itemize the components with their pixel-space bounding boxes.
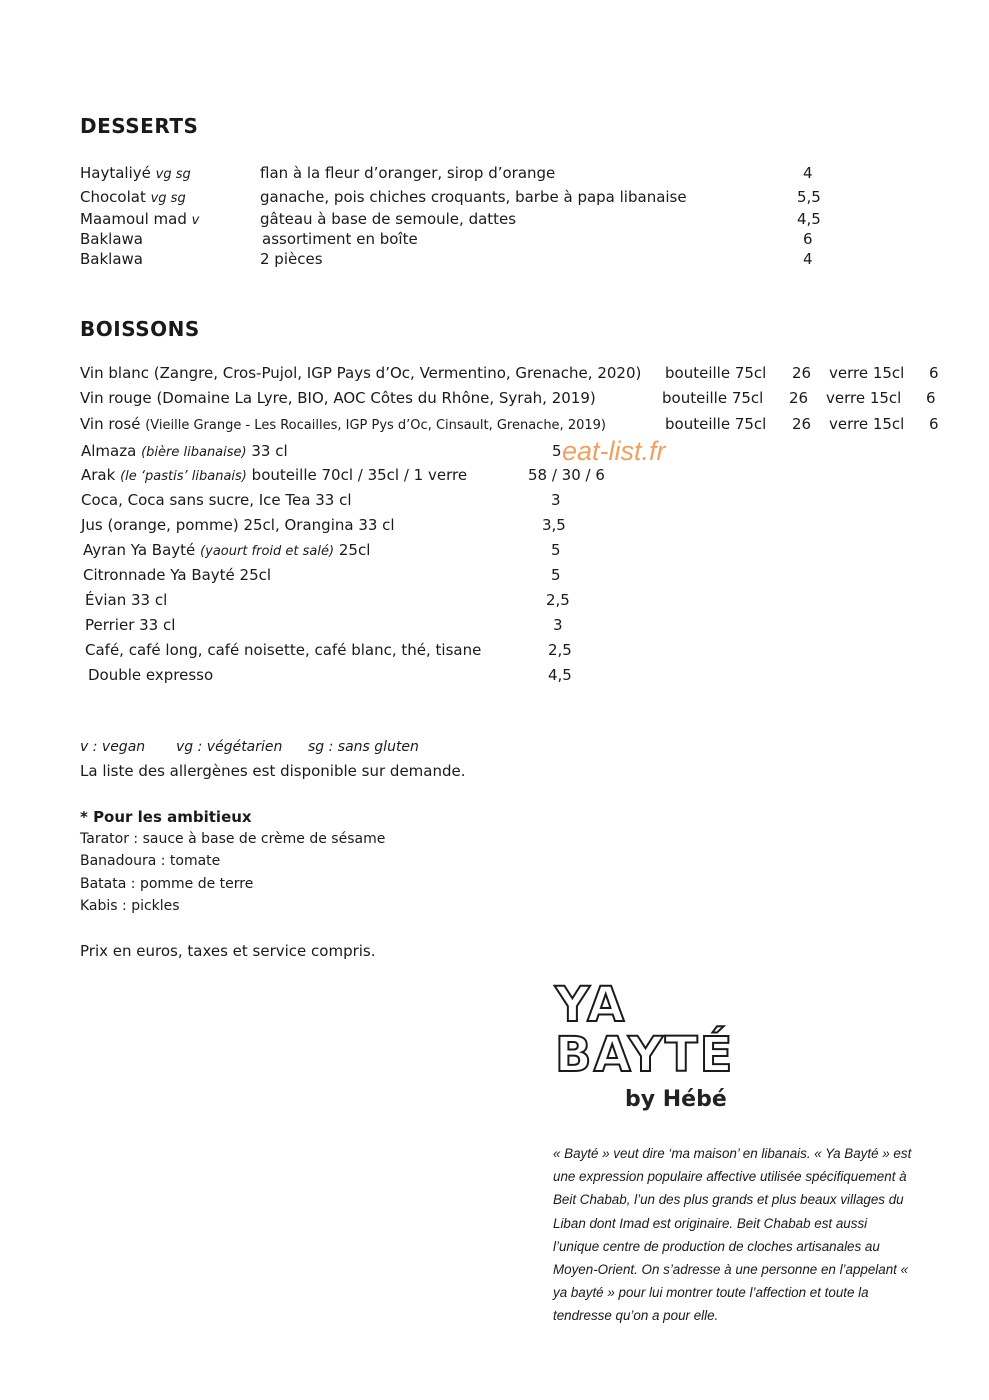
drink-name: Almaza (bière libanaise) 33 cl: [81, 442, 288, 460]
wine-bottle-label: bouteille 75cl: [665, 364, 767, 382]
dessert-price: 4: [803, 164, 813, 182]
drink-price: 2,5: [548, 641, 572, 659]
dessert-price: 5,5: [797, 188, 821, 206]
legend-gluten-free: sg : sans gluten: [308, 739, 419, 755]
drink-price: 3: [551, 491, 561, 509]
dessert-description: assortiment en boîte: [262, 230, 418, 248]
price-note: Prix en euros, taxes et service compris.: [80, 942, 376, 960]
ambitieux-title: * Pour les ambitieux: [80, 808, 252, 826]
dessert-name: Maamoul mad v: [80, 210, 200, 228]
dessert-description: gâteau à base de semoule, dattes: [260, 210, 517, 228]
wine-glass-price: 6: [929, 364, 939, 382]
glossary-item: Batata : pomme de terre: [80, 876, 254, 892]
dessert-name: Baklawa: [80, 230, 143, 248]
wine-glass-label: verre 15cl: [829, 415, 905, 433]
watermark: eat-list.fr: [562, 436, 666, 466]
wine-bottle-price: 26: [792, 364, 812, 382]
glossary-item: Banadoura : tomate: [80, 853, 221, 869]
drink-price: 2,5: [546, 591, 570, 609]
wine-name: Vin blanc (Zangre, Cros-Pujol, IGP Pays d’Oc, Vermentino, Grenache, 2020): [80, 364, 642, 382]
dessert-description: flan à la fleur d’oranger, sirop d’orange: [260, 164, 556, 182]
allergens-note: La liste des allergènes est disponible sur demande.: [80, 762, 466, 780]
drink-price: 5: [551, 566, 561, 584]
drink-name: Jus (orange, pomme) 25cl, Orangina 33 cl: [81, 516, 395, 534]
wine-bottle-price: 26: [792, 415, 812, 433]
dessert-price: 4: [803, 250, 813, 268]
logo-line1: YA: [555, 977, 627, 1033]
drink-name: Coca, Coca sans sucre, Ice Tea 33 cl: [81, 491, 352, 509]
legend-vegetarian: vg : végétarien: [176, 739, 283, 755]
drink-name: Café, café long, café noisette, café blanc, thé, tisane: [85, 641, 482, 659]
wine-bottle-label: bouteille 75cl: [665, 415, 767, 433]
desserts-heading: DESSERTS: [80, 114, 199, 138]
drink-name: Double expresso: [88, 666, 214, 684]
drink-name: Évian 33 cl: [85, 591, 168, 609]
drink-price: 4,5: [548, 666, 572, 684]
dessert-name: Baklawa: [80, 250, 143, 268]
wine-glass-price: 6: [926, 389, 936, 407]
wine-bottle-label: bouteille 75cl: [662, 389, 764, 407]
wine-name: Vin rosé (Vieille Grange - Les Rocailles, IGP Pys d’Oc, Cinsault, Grenache, 2019): [80, 415, 606, 433]
drink-price: 58 / 30 / 6: [528, 466, 605, 484]
drink-name: Citronnade Ya Bayté 25cl: [83, 566, 272, 584]
wine-name: Vin rouge (Domaine La Lyre, BIO, AOC Côtes du Rhône, Syrah, 2019): [80, 389, 596, 407]
brand-quote: « Bayté » veut dire ‘ma maison’ en libanais. « Ya Bayté » est une expression populaire affective utilisée spécifiquement à Beit Chabab, l’un des plus grands et plus beaux villages du Liban dont Imad est originaire. Beit Chabab est aussi l’unique centre de production de cloches artisanales au Moyen-Orient. On s’adresse à une personne en l’appelant « ya bayté » pour lui montrer toute l’affection et toute la tendresse qu’on a pour elle.: [553, 1146, 912, 1324]
wine-glass-price: 6: [929, 415, 939, 433]
drink-price: 5: [552, 442, 562, 460]
dessert-name: Haytaliyé vg sg: [80, 164, 191, 182]
wine-glass-label: verre 15cl: [826, 389, 902, 407]
dessert-name: Chocolat vg sg: [80, 188, 186, 206]
legend-vegan: v : vegan: [80, 739, 146, 755]
glossary-item: Kabis : pickles: [80, 898, 180, 914]
drink-price: 3,5: [542, 516, 566, 534]
drink-name: Ayran Ya Bayté (yaourt froid et salé) 25cl: [83, 541, 371, 559]
dessert-description: ganache, pois chiches croquants, barbe à papa libanaise: [260, 188, 687, 206]
dessert-description: 2 pièces: [260, 250, 323, 268]
drink-price: 5: [551, 541, 561, 559]
drink-name: Perrier 33 cl: [85, 616, 176, 634]
drink-price: 3: [553, 616, 563, 634]
wine-bottle-price: 26: [789, 389, 809, 407]
dessert-price: 6: [803, 230, 813, 248]
logo-byline: by Hébé: [625, 1087, 727, 1112]
boissons-heading: BOISSONS: [80, 317, 200, 341]
drink-name: Arak (le ‘pastis’ libanais) bouteille 70cl / 35cl / 1 verre: [81, 466, 468, 484]
dessert-price: 4,5: [797, 210, 821, 228]
glossary-item: Tarator : sauce à base de crème de sésame: [80, 831, 386, 847]
wine-glass-label: verre 15cl: [829, 364, 905, 382]
logo-line2: BAYTÉ: [555, 1027, 735, 1083]
